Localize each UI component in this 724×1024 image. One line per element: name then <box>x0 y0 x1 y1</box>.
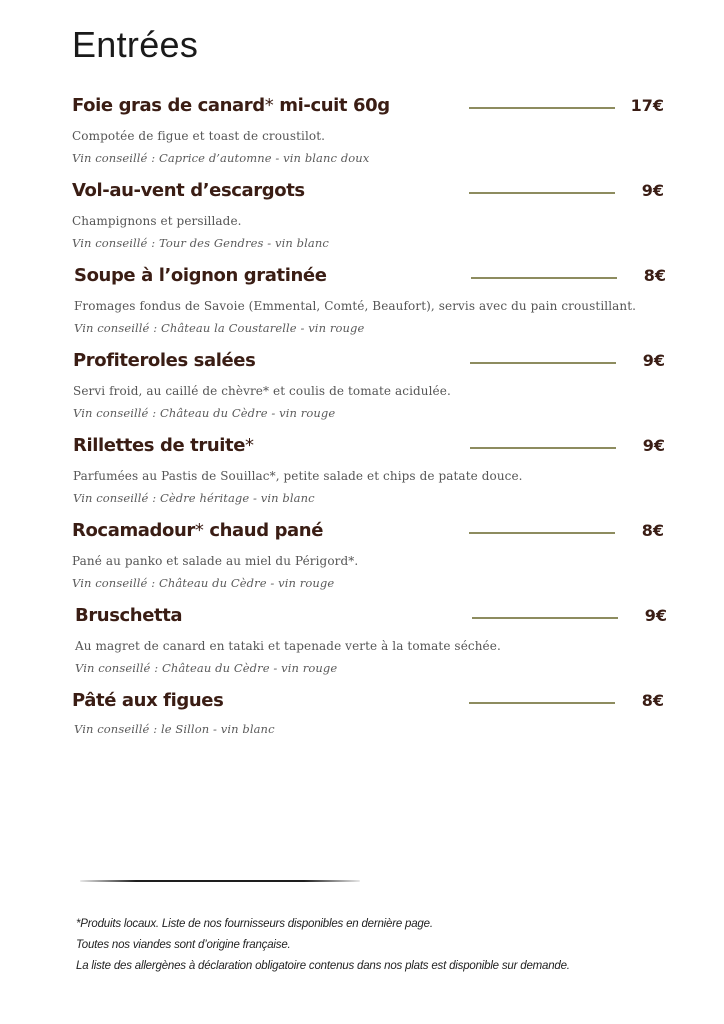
dish-description: Champignons et persillade. <box>72 214 242 228</box>
dish-price: 9€ <box>641 181 664 200</box>
wine-suggestion: Vin conseillé : le Sillon - vin blanc <box>74 722 275 736</box>
price-leader-line <box>470 447 616 449</box>
dish-name: Rillettes de truite* <box>73 435 254 456</box>
dish-price: 8€ <box>641 691 664 710</box>
dish-description: Pané au panko et salade au miel du Périgord*. <box>72 554 359 568</box>
price-leader-line <box>470 362 616 364</box>
price-leader-line <box>469 192 615 194</box>
dish-name: Vol-au-vent d’escargots <box>72 180 305 201</box>
price-leader-line <box>469 532 615 534</box>
wine-suggestion: Vin conseillé : Château du Cèdre - vin rouge <box>75 661 338 675</box>
dish-description: Au magret de canard en tataki et tapenade verte à la tomate séchée. <box>75 639 501 653</box>
price-leader-line <box>472 617 618 619</box>
dish-name: Foie gras de canard* mi-cuit 60g <box>72 95 390 116</box>
price-leader-line <box>469 702 615 704</box>
dish-price: 17€ <box>630 96 664 115</box>
dish-price: 9€ <box>642 351 665 370</box>
dish-price: 8€ <box>643 266 666 285</box>
price-leader-line <box>469 107 615 109</box>
dish-name: Pâté aux figues <box>72 690 224 711</box>
dish-name: Profiteroles salées <box>73 350 256 371</box>
dish-price: 9€ <box>644 606 667 625</box>
wine-suggestion: Vin conseillé : Cèdre héritage - vin blanc <box>73 491 315 505</box>
section-title: Entrées <box>72 24 199 65</box>
dish-price: 9€ <box>642 436 665 455</box>
wine-suggestion: Vin conseillé : Tour des Gendres - vin blanc <box>72 236 329 250</box>
footnote-local-products: *Produits locaux. Liste de nos fournisseurs disponibles en dernière page. <box>76 918 433 930</box>
wine-suggestion: Vin conseillé : Château du Cèdre - vin rouge <box>73 406 336 420</box>
dish-name: Bruschetta <box>75 605 183 626</box>
dish-description: Compotée de figue et toast de croustilot. <box>72 129 326 143</box>
footnote-meat-origin: Toutes nos viandes sont d’origine française. <box>76 939 291 951</box>
wine-suggestion: Vin conseillé : Caprice d’automne - vin blanc doux <box>72 151 370 165</box>
dish-description: Parfumées au Pastis de Souillac*, petite salade et chips de patate douce. <box>73 469 523 483</box>
wine-suggestion: Vin conseillé : Château du Cèdre - vin rouge <box>72 576 335 590</box>
dish-price: 8€ <box>641 521 664 540</box>
wine-suggestion: Vin conseillé : Château la Coustarelle - vin rouge <box>74 321 365 335</box>
dish-description: Fromages fondus de Savoie (Emmental, Comté, Beaufort), servis avec du pain croustillant. <box>74 299 637 313</box>
footer-divider <box>80 880 360 882</box>
price-leader-line <box>471 277 617 279</box>
footnote-allergens: La liste des allergènes à déclaration obligatoire contenus dans nos plats est disponible sur demande. <box>76 960 570 972</box>
dish-name: Soupe à l’oignon gratinée <box>74 265 327 286</box>
dish-name: Rocamadour* chaud pané <box>72 520 324 541</box>
dish-description: Servi froid, au caillé de chèvre* et coulis de tomate acidulée. <box>73 384 451 398</box>
